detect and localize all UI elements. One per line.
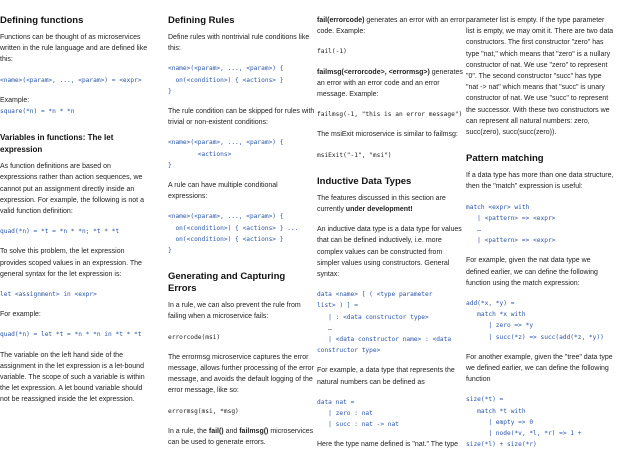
paragraph: In a rule, we can also prevent the rule from failing when a microservice fails:	[168, 302, 301, 321]
code-rule-line: <name>(<param>, ..., <param>) {	[168, 65, 284, 73]
code-add-line: add(*x, *y) =	[466, 300, 515, 308]
code-match-line: match <expr> with	[466, 203, 530, 211]
code-rule-line: <actions>	[168, 150, 232, 158]
code-add-line: | zero => *y	[466, 322, 534, 330]
code-rule-line: }	[168, 247, 172, 255]
label-example: Example:	[0, 96, 30, 104]
heading-let-expression: Variables in functions: The let expression	[0, 133, 114, 155]
code-nat-line: | succ : nat -> nat	[317, 421, 399, 429]
paragraph-failmsg: failmsg(<errorcode>, <errormsg>) generates an error with an error code and an error message. Example:	[317, 68, 463, 99]
code-msiexit: msiExit("-1", "msi")	[317, 151, 392, 159]
code-quad-invalid: quad(*n) = *t = *n * *n; *t * *t	[0, 228, 120, 236]
code-rule-line: }	[168, 87, 172, 95]
heading-inductive-data-types: Inductive Data Types	[317, 175, 412, 187]
paragraph: For example, a data type that represents the natural numbers can be defined as	[317, 367, 455, 386]
paragraph: Here the type name defined is "nat." The type	[317, 441, 459, 449]
code-rule-line: }	[168, 161, 172, 169]
paragraph-fail: In a rule, the fail() and failmsg() microservices can be used to generate errors.	[168, 427, 314, 447]
paragraph: To solve this problem, the let expression provides scoped values in an expression. The general syntax for the let expression is:	[0, 248, 142, 278]
code-function-syntax: <name>(<param>, ..., <param>) = <expr>	[0, 76, 142, 84]
paragraph: For example, given the nat data type we defined earlier, we can define the following function using the match expression:	[466, 257, 598, 287]
code-square: square(*n) = *n * *n	[0, 108, 75, 116]
heading-errors: Generating and Capturing Errors	[168, 271, 286, 295]
code-fail: fail(-1)	[317, 48, 347, 56]
code-data-line: constructor type>	[317, 347, 381, 355]
code-rule-line: on(<condition>) { <actions> }	[168, 235, 284, 243]
code-rule-line: <name>(<param>, ..., <param>) {	[168, 213, 284, 221]
paragraph: If a data type has more than one data structure, then the "match" expression is useful:	[466, 172, 614, 191]
code-size-line: | empty => 0	[466, 418, 534, 426]
column-3	[317, 0, 465, 451]
heading-defining-rules: Defining Rules	[168, 15, 235, 26]
code-size-line: size(*l) + size(*r)	[466, 441, 537, 449]
code-nat-line: | zero : nat	[317, 410, 373, 418]
code-data-line: …	[317, 324, 332, 332]
paragraph-dev-notice: The features discussed in this section are currently under development!	[317, 194, 446, 214]
paragraph: Functions can be thought of as microservices written in the rule language and are defined like this:	[0, 34, 148, 64]
code-errorcode: errorcode(msi)	[168, 333, 221, 341]
code-errormsg: errormsg(msi, *msg)	[168, 407, 239, 415]
code-rule-line: <name>(<param>, ..., <param>) {	[168, 139, 284, 147]
code-add-line: match *x with	[466, 311, 526, 319]
code-rule-line: on(<condition>) { <actions> } ...	[168, 224, 299, 232]
code-let-syntax: let <assignment> in <expr>	[0, 291, 97, 299]
paragraph: Define rules with nontrivial rule conditions like this:	[168, 34, 310, 53]
paragraph: The errormsg microservice captures the error message, allows further processing of the error message, and avoids the default logging of the error message, like so:	[168, 353, 314, 395]
paragraph: parameter list is empty. If the type parameter list is empty, we may omit it. There are two data constructors. The first constructor "zero" has type "nat," which means that "zero" is a nullary constructor of nat. We use "zero" to represent "0". The second constructor "succ" has type "nat -> nat" which means that "succ" is unary constructor of nat. We use "succ" to represent the successor. With these two constructors we can represent all natural numbers: zero, succ(zero), succ(succ(zero)).	[466, 17, 614, 137]
column-4	[466, 0, 614, 451]
code-data-line: | : <data constructor type>	[317, 313, 429, 321]
paragraph: The variable on the left hand side of the assignment in the let expression is a let-bound variable. The scope of such a variable is within the let expression. A let bound variable should not be reassigned inside the let expression.	[0, 351, 145, 404]
code-size-line: match *t with	[466, 407, 526, 415]
code-add-line: | succ(*z) => succ(add(*z, *y))	[466, 333, 604, 341]
code-nat-line: data nat =	[317, 398, 355, 406]
paragraph: As function definitions are based on expressions rather than action sequences, we cannot put an assignment directly inside an expression. For example, the following is not a valid function definition:	[0, 163, 144, 216]
paragraph: The rule condition can be skipped for rules with trivial or non-existent conditions:	[168, 108, 315, 127]
label-for-example: For example:	[0, 311, 41, 319]
code-rule-line: on(<condition>) { <actions> }	[168, 76, 284, 84]
column-1	[0, 0, 148, 406]
code-size-line: size(*t) =	[466, 396, 504, 404]
paragraph: For another example, given the "tree" data type we defined earlier, we can define the following function	[466, 353, 613, 384]
code-match-line: | <pattern> => <expr>	[466, 237, 556, 245]
column-2	[168, 0, 316, 448]
paragraph: The msiExit microservice is similar to failmsg:	[317, 131, 458, 139]
code-data-line: list> ) ] =	[317, 302, 358, 310]
code-failmsg: failmsg(-1, "this is an error message")	[317, 111, 463, 119]
paragraph: A rule can have multiple conditional expressions:	[168, 182, 278, 201]
code-match-line: | <pattern> => <expr>	[466, 214, 556, 222]
code-data-line: data <name> [ ( <type parameter	[317, 291, 433, 299]
heading-pattern-matching: Pattern matching	[466, 153, 544, 165]
paragraph: An inductive data type is a data type for values that can be defined inductively, i.e. more complex values can be constructed from simpler values using constructors. General syntax:	[317, 226, 462, 279]
code-match-line: …	[466, 226, 481, 234]
code-quad-let: quad(*n) = let *t = *n * *n in *t * *t	[0, 331, 142, 339]
code-size-line: | node(*v, *l, *r) => 1 +	[466, 430, 582, 438]
code-data-line: | <data constructor name> : <data	[317, 336, 452, 344]
heading-defining-functions: Defining functions	[0, 15, 84, 26]
paragraph-fail-errorcode: fail(errorcode) generates an error with an error code. Example:	[317, 17, 465, 36]
